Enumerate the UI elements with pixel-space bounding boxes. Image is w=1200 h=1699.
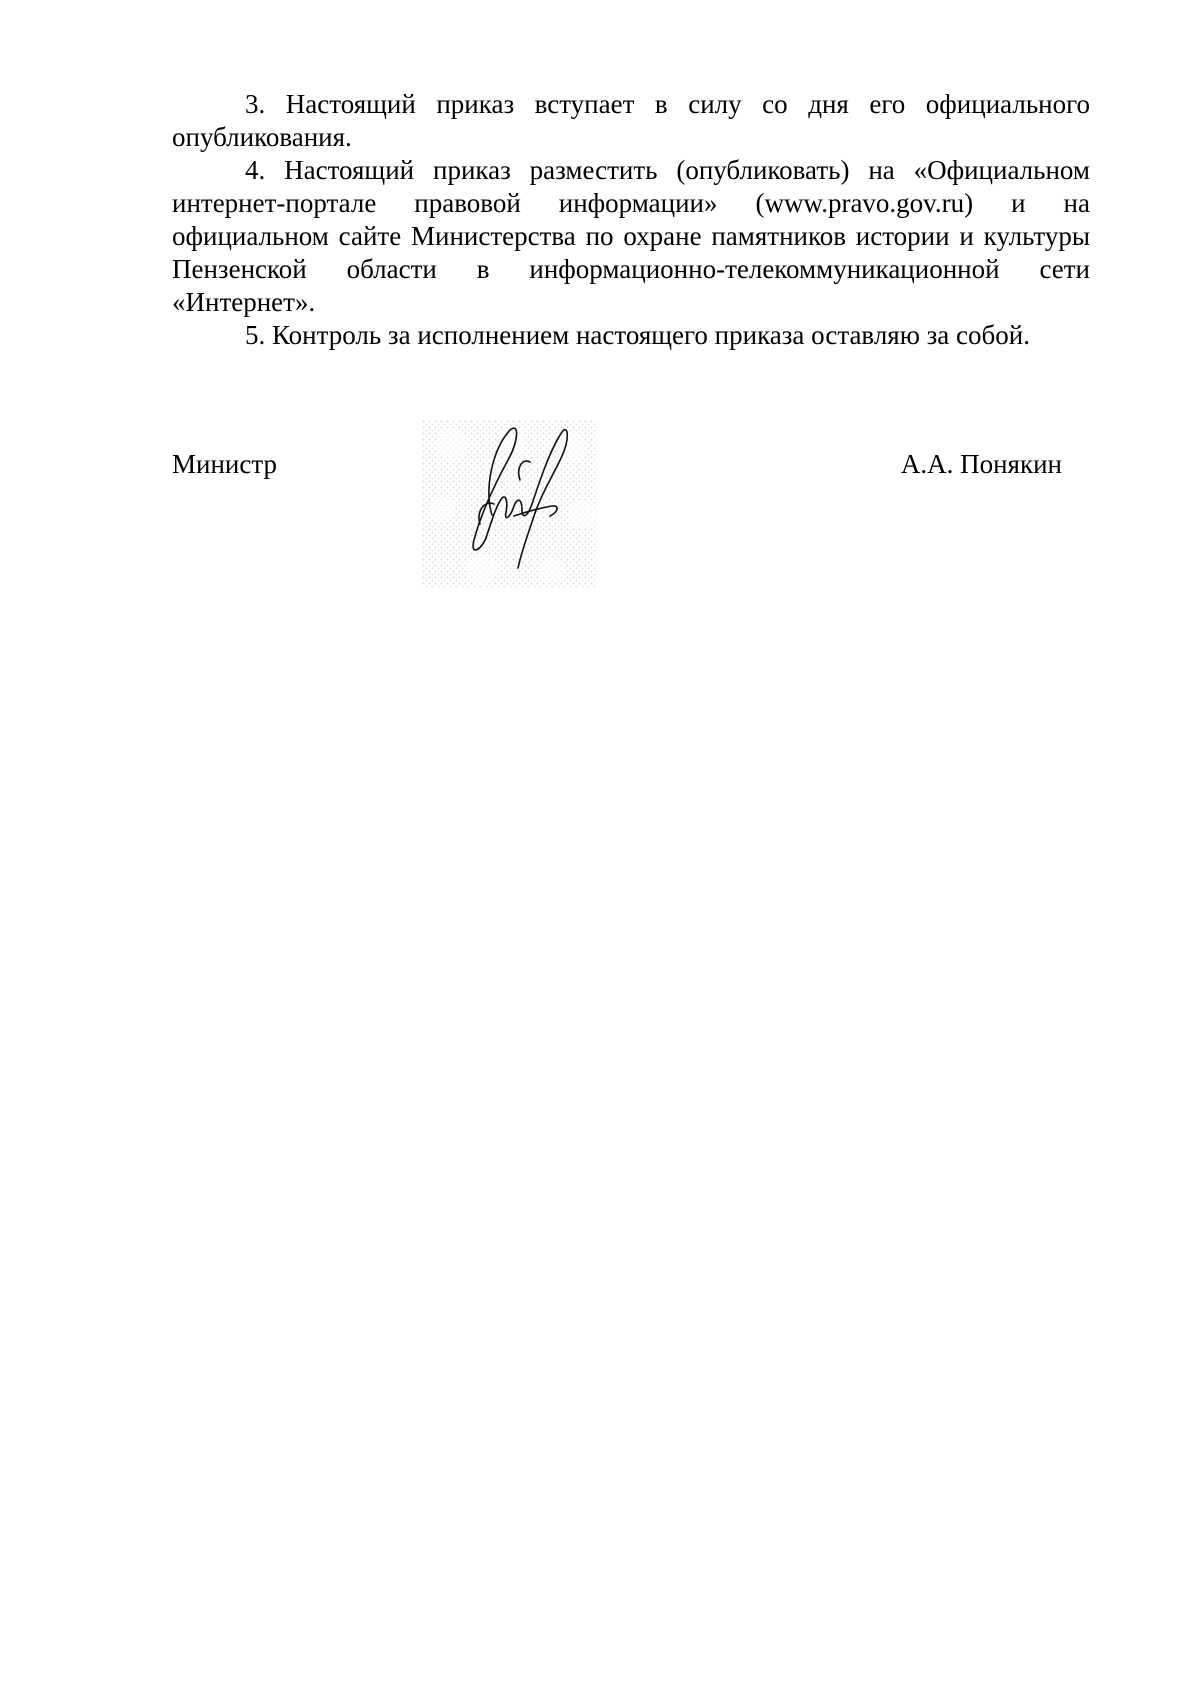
handwritten-signature-icon bbox=[422, 420, 597, 588]
paragraph-3: 3. Настоящий приказ вступает в силу со дня его официального опубликования. bbox=[172, 89, 1090, 152]
order-body bbox=[172, 88, 1090, 352]
paragraph-4: 4. Настоящий приказ разместить (опубликовать) на «Официальном интернет-портале правовой информации» (www.pravo.gov.ru) и на официальном сайте Министерства по охране памятников истории и культуры Пензенской области в информационно-телекоммуникационной сети «Интернет». bbox=[172, 155, 1090, 317]
signer-position: Министр bbox=[172, 449, 277, 479]
signer-name: А.А. Понякин bbox=[900, 449, 1062, 479]
paragraph-5: 5. Контроль за исполнением настоящего приказа оставляю за собой. bbox=[245, 320, 1030, 350]
